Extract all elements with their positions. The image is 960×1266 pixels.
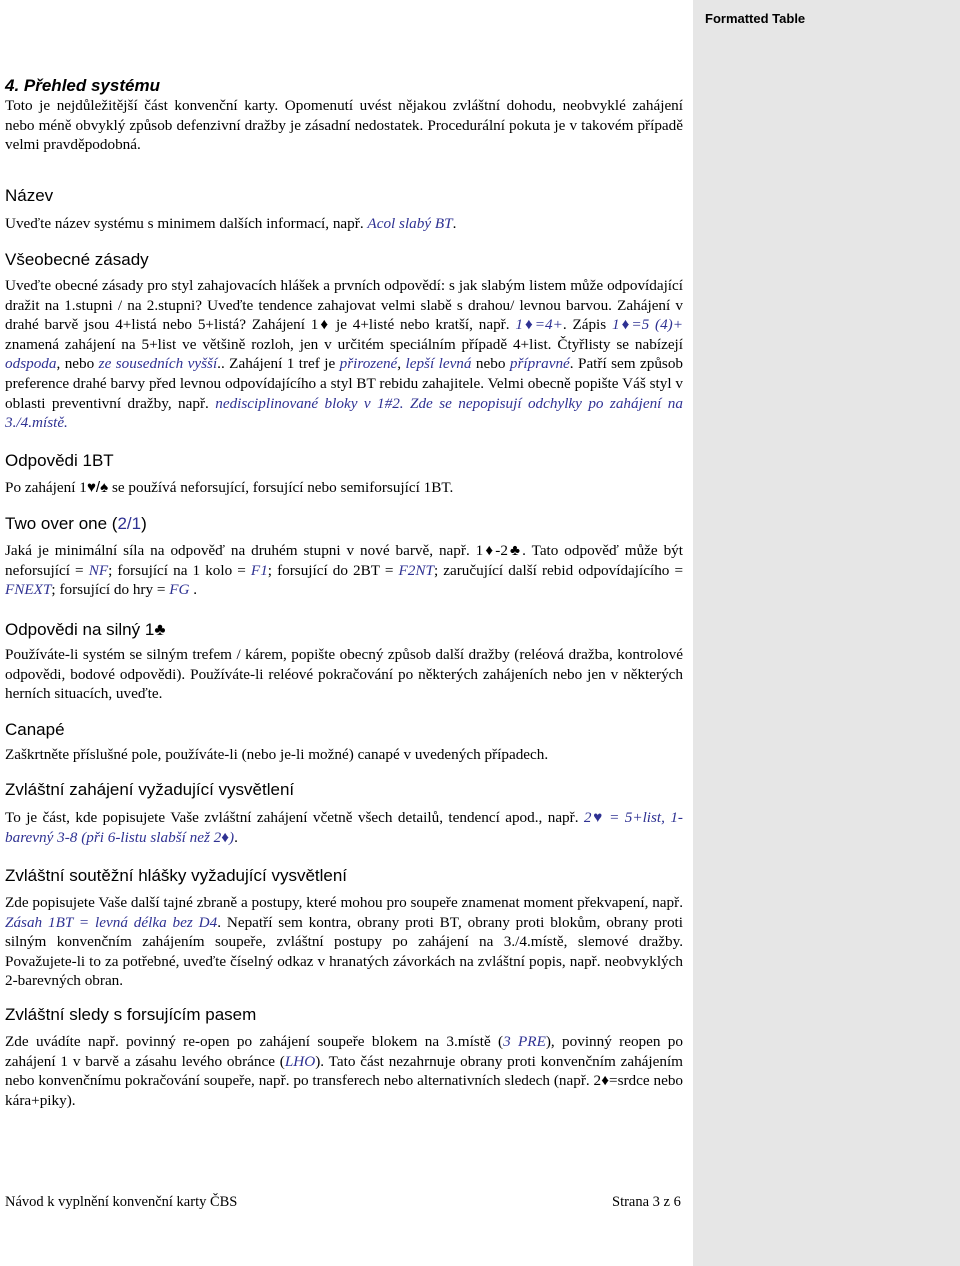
silny-heading-text: Odpovědi na silný 1 xyxy=(5,620,155,639)
abbr-fg: FG xyxy=(169,581,190,599)
two-over-one-text-5: ; zaručující další rebid odpovídajícího = xyxy=(433,561,684,579)
soutezni-text-2: . Nepatří sem kontra, obrany proti BT, obrany proti blokům, obrany proti silným konvenčním zahájením soupeře, zvláštní postupy po zahájení na 3./4.místě, slemové dražby. Považujete-li to za potřebné, uveďte číselný odkaz v hranatých závorkách na zvláštní popis, např. neobvyklých 2-barevných obran. xyxy=(5,913,683,990)
heading-vseobecne: Všeobecné zásady xyxy=(5,250,149,269)
heart-spade-symbols: ♥/♠ xyxy=(86,479,109,496)
example-lepsi-levna: lepší levná xyxy=(405,355,472,373)
intro-paragraph xyxy=(5,96,683,155)
odpovedi-1bt-text-1: Po zahájení 1 xyxy=(5,479,87,496)
vseobecne-text-10: . Zde se nepopisují odchylky po zahájení na 3./4.místě. xyxy=(5,394,683,432)
two-over-one-heading-a: Two over one ( xyxy=(5,514,118,533)
example-ze-sousednich: ze sousedních vyšší xyxy=(98,355,218,373)
example-pripravne: přípravné xyxy=(509,355,570,373)
heading-soutezni: Zvláštní soutěžní hlášky vyžadující vysvětlení xyxy=(5,866,348,885)
canape-paragraph xyxy=(5,745,683,765)
odpovedi-1bt-paragraph xyxy=(5,478,683,498)
vseobecne-text-2: je 4+listé nebo kratší, např. xyxy=(330,316,516,334)
soutezni-text-1: Zde popisujete Vaše další tajné zbraně a postupy, které mohou pro soupeře znamenat moment překvapení, např. xyxy=(5,894,683,911)
sledy-text-3: ). Tato část nezahrnuje obrany proti konvenčním zahájením nebo konvenčnímu pokračování soupeře, např. po transferech nebo alternativních sledech (např. 2 xyxy=(5,1052,683,1090)
vseobecne-text-9: . Patří sem způsob preference drahé barvy před levnou odpovídajícího a styl BT rebidu zahajitele. Velmi obecně popište Váš styl v oblasti preventivní dražby, např. xyxy=(5,355,684,412)
silny-text: Používáte-li systém se silným trefem / kárem, popište obecný způsob další dražby (reléová dražba, kontrolové odpovědi, bodové odpovědi). Používáte-li reléové pokračování po některých zahájeních nebo jen v některých herních situacích, uveďte. xyxy=(5,646,683,703)
heading-two-over-one xyxy=(5,514,147,534)
vseobecne-text-5: , nebo xyxy=(56,355,99,373)
zvlastni-zahajeni-example: 2♥ = 5+list, 1-barevný 3-8 (při 6-listu slabší než 2♦) xyxy=(5,809,683,846)
nazev-example: Acol slabý BT xyxy=(367,215,453,232)
sledy-text-2: ), povinný reopen po zahájení 1 v barvě a zásahu levého obránce ( xyxy=(5,1033,683,1070)
formatted-table-sidebar xyxy=(693,0,960,1266)
diamond-symbol: ♦ xyxy=(318,316,331,334)
nazev-text-end: . xyxy=(452,215,457,232)
sledy-text-4: =srdce nebo kára+piky). xyxy=(5,1072,684,1109)
sledy-text-1: Zde uvádíte např. povinný re-open po zahájení soupeře blokem na 3.místě ( xyxy=(5,1033,504,1050)
two-over-one-text-1: Jaká je minimální síla na odpověď na druhém stupni v nové barvě, např. 1 xyxy=(5,542,484,559)
example-odspoda: odspoda xyxy=(5,355,57,373)
abbr-f1: F1 xyxy=(250,561,268,579)
two-over-one-text-6: ; forsující do hry = xyxy=(51,581,170,599)
soutezni-example: Zásah 1BT = levná délka bez D4 xyxy=(5,913,218,931)
zvlastni-zahajeni-text-2: . xyxy=(234,828,238,846)
vseobecne-text-1: Uveďte obecné zásady pro styl zahajovacích hlášek a prvních odpovědí: s jak slabým listem může odpovídající dražit na 1.stupni / na 2.stupni? Uveďte tendence zahajovat velmi slabě s drahou/ levnou barvou. Zahájení v drahé barvě jsou 4+listá nebo 5+listá? Zahájení 1 xyxy=(5,277,683,334)
sledy-example-3pre: 3 PRE xyxy=(503,1033,546,1050)
page-number: Strana 3 z 6 xyxy=(612,1194,681,1210)
two-over-one-text-4: ; forsující do 2BT = xyxy=(267,561,399,579)
two-over-one-text-7: . xyxy=(189,581,198,599)
bid-example: ♦-2♣ xyxy=(483,542,523,559)
two-over-one-text-3: ; forsující na 1 kolo = xyxy=(108,561,251,579)
canape-text: Zaškrtněte příslušné pole, používáte-li (nebo je-li možné) canapé v uvedených případech. xyxy=(5,746,549,763)
two-over-one-heading-c: ) xyxy=(141,514,147,533)
heading-canape: Canapé xyxy=(5,720,65,739)
intro-text: Toto je nejdůležitější část konvenční karty. Opomenutí uvést nějakou zvláštní dohodu, neobvyklé zahájení nebo méně obvyklý způsob defenzivní dražby je zásadní nedostatek. Procedurální pokuta je v takovém případě velmi pravděpodobná. xyxy=(5,97,683,154)
vseobecne-paragraph xyxy=(5,276,683,433)
heading-nazev: Název xyxy=(5,186,54,205)
zvlastni-zahajeni-paragraph xyxy=(5,808,683,847)
vseobecne-text-6: .. Zahájení 1 tref je xyxy=(217,355,340,373)
abbr-fnext: FNEXT xyxy=(5,581,52,599)
two-over-one-heading-b: 2/1 xyxy=(117,514,142,533)
vseobecne-text-7: , xyxy=(397,355,406,373)
two-over-one-paragraph xyxy=(5,541,683,600)
abbr-f2nt: F2NT xyxy=(398,561,434,579)
two-over-one-text-2: . Tato odpověď může být neforsující = xyxy=(5,542,683,579)
example-nedisciplinovane: nedisciplinované bloky v 1#2 xyxy=(215,394,400,412)
nazev-paragraph xyxy=(5,214,683,234)
silny-paragraph xyxy=(5,645,683,704)
sledy-paragraph xyxy=(5,1032,683,1110)
sidebar-title: Formatted Table xyxy=(705,11,806,26)
example-prirozene: přirozené xyxy=(339,355,398,373)
zvlastni-zahajeni-text-1: To je část, kde popisujete Vaše zvláštní zahájení včetně všech detailů, tendencí apod., např. xyxy=(5,809,584,826)
example-1d-5-4plus: 1♦=5 (4)+ xyxy=(612,316,683,334)
soutezni-paragraph xyxy=(5,893,683,991)
vseobecne-text-4: znamená zahájení na 5+list ve většině rozloh, jen v určitém speciálním případě 4+list. Čtyřlisty se nabízejí xyxy=(5,335,683,353)
heading-silny xyxy=(5,620,165,640)
example-1d-4plus: 1♦=4+ xyxy=(515,316,563,334)
chapter-title: 4. Přehled systému xyxy=(5,76,160,95)
heading-zvlastni-zahajeni: Zvláštní zahájení vyžadující vysvětlení xyxy=(5,780,295,799)
odpovedi-1bt-text-2: se používá neforsující, forsující nebo semiforsující 1BT. xyxy=(108,479,454,496)
diamond-symbol-2: ♦ xyxy=(601,1072,610,1090)
heading-odpovedi-1bt: Odpovědi 1BT xyxy=(5,451,114,470)
nazev-text: Uveďte název systému s minimem dalších informací, např. xyxy=(5,215,368,232)
abbr-nf: NF xyxy=(88,561,109,579)
sledy-example-lho: LHO xyxy=(284,1052,316,1070)
vseobecne-text-3: . Zápis xyxy=(562,316,612,334)
vseobecne-text-8: nebo xyxy=(471,355,510,373)
club-symbol: ♣ xyxy=(154,620,166,639)
heading-sledy: Zvláštní sledy s forsujícím pasem xyxy=(5,1005,257,1024)
footer-left: Návod k vyplnění konvenční karty ČBS xyxy=(5,1194,238,1210)
